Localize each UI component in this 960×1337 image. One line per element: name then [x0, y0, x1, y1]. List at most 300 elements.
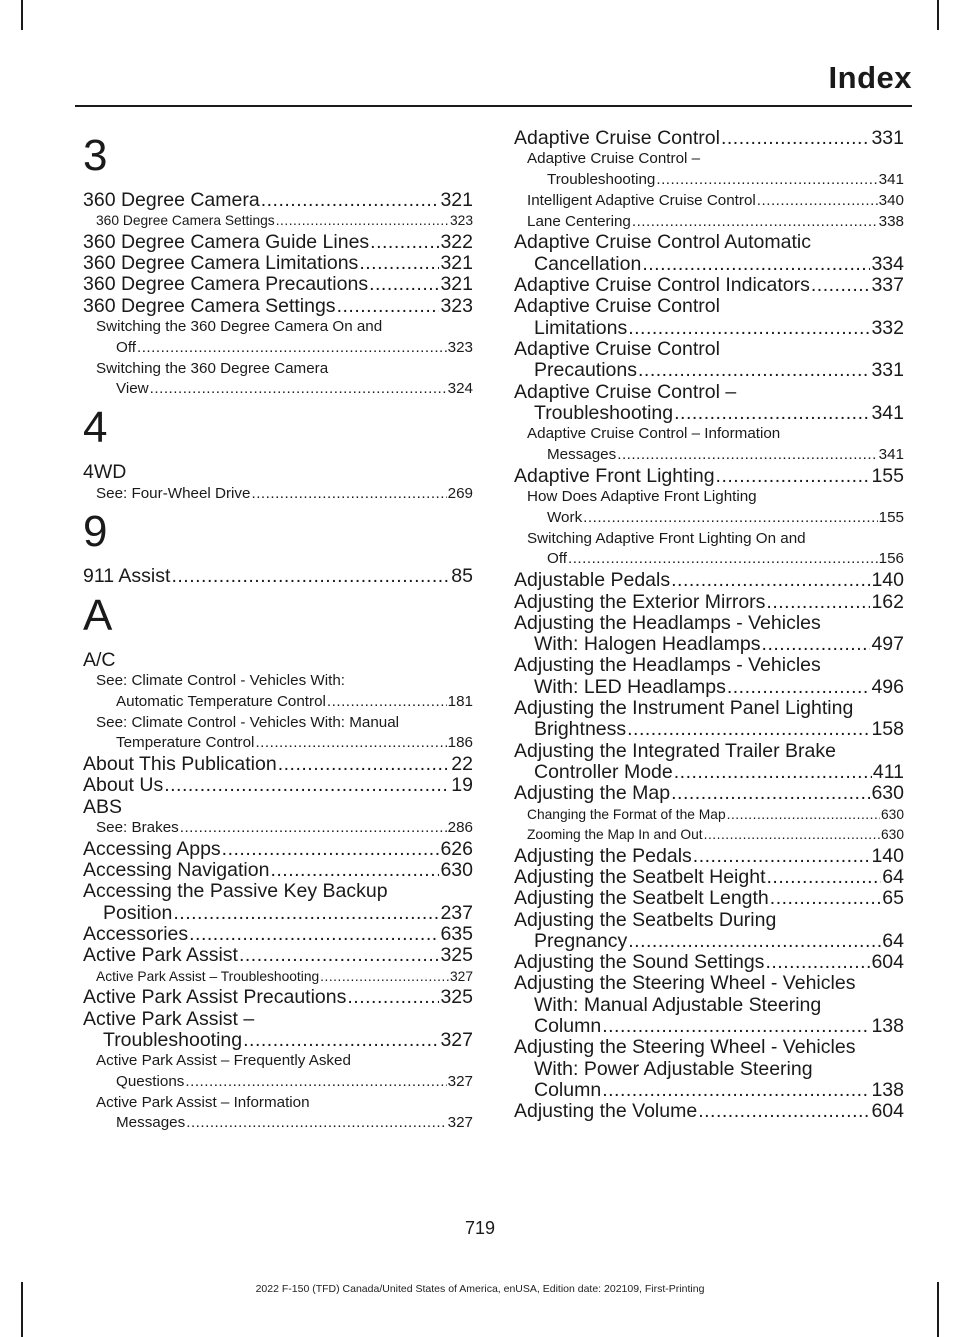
- dot-leader: [721, 128, 871, 149]
- entry-page: 85: [451, 565, 473, 588]
- entry-page: 323: [449, 213, 473, 229]
- index-entry: [83, 754, 473, 775]
- entry-page: 158: [871, 718, 904, 741]
- entry-text: 360 Degree Camera Limitations: [83, 252, 359, 275]
- entry-text: Messages: [116, 1114, 186, 1132]
- index-entry: [83, 253, 473, 274]
- index-line: [83, 296, 473, 317]
- dot-leader: [632, 212, 878, 233]
- dot-leader: [255, 733, 446, 754]
- dot-leader: [251, 484, 446, 505]
- index-entry: [514, 382, 904, 425]
- dot-leader: [276, 211, 449, 232]
- entry-text: How Does Adaptive Front Lighting: [527, 488, 757, 506]
- index-subentry: [83, 967, 473, 988]
- entry-page: 155: [871, 464, 904, 487]
- entry-text: See: Four-Wheel Drive: [96, 484, 251, 502]
- index-line: [96, 484, 473, 505]
- dot-leader: [727, 805, 880, 826]
- entry-text: Adjustable Pedals: [514, 569, 671, 592]
- entry-page: 140: [871, 569, 904, 592]
- index-line: [514, 1080, 904, 1101]
- entry-text: Adjusting the Headlamps - Vehicles: [514, 611, 821, 634]
- entry-text: Adaptive Cruise Control – Information: [527, 425, 781, 443]
- entry-text: 360 Degree Camera Settings: [96, 213, 275, 229]
- entry-text: Adjusting the Sound Settings: [514, 951, 765, 974]
- dot-leader: [627, 719, 870, 740]
- dot-leader: [674, 762, 872, 783]
- entry-text: Off: [547, 550, 567, 568]
- index-entry: [514, 1101, 904, 1122]
- index-line: [96, 1072, 473, 1093]
- entry-page: 341: [878, 445, 904, 463]
- dot-leader: [628, 931, 881, 952]
- entry-text: Adaptive Cruise Control: [514, 127, 720, 149]
- index-entry: [83, 881, 473, 924]
- index-entry: [514, 466, 904, 487]
- index-entry: [514, 613, 904, 656]
- entry-text: Adjusting the Volume: [514, 1100, 698, 1123]
- index-line: [96, 379, 473, 400]
- index-line: [83, 924, 473, 945]
- dot-leader: [189, 924, 439, 945]
- index-line: [514, 634, 904, 655]
- index-column-left: [83, 128, 473, 1134]
- entry-text: 911 Assist: [83, 565, 171, 588]
- index-line: [514, 719, 904, 740]
- index-subentry: [514, 487, 904, 529]
- entry-text: Changing the Format of the Map: [527, 806, 726, 822]
- index-line: [527, 508, 904, 529]
- index-entry: [514, 128, 904, 149]
- dot-leader: [770, 888, 882, 909]
- entry-text: Active Park Assist: [83, 944, 238, 967]
- entry-text: 360 Degree Camera Guide Lines: [83, 230, 370, 253]
- entry-text: About This Publication: [83, 753, 277, 776]
- dot-leader: [243, 1030, 439, 1051]
- entry-text: Adjusting the Instrument Panel Lighting: [514, 697, 854, 720]
- dot-leader: [185, 1072, 446, 1093]
- index-line: [527, 805, 904, 826]
- entry-text: Active Park Assist –: [83, 1007, 255, 1030]
- entry-text: Active Park Assist – Troubleshooting: [96, 968, 320, 984]
- dot-leader: [656, 170, 877, 191]
- entry-text: Questions: [116, 1072, 185, 1090]
- entry-text: With: Power Adjustable Steering: [534, 1057, 813, 1080]
- entry-text: Adjusting the Steering Wheel - Vehicles: [514, 1036, 856, 1059]
- entry-page: 138: [871, 1015, 904, 1038]
- entry-text: View: [116, 380, 149, 398]
- section-letter: A: [83, 590, 113, 640]
- index-line: [83, 775, 473, 796]
- dot-leader: [674, 403, 870, 424]
- index-entry: [83, 232, 473, 253]
- index-line: [514, 592, 904, 613]
- index-entry: [514, 592, 904, 613]
- index-entry: [83, 296, 473, 317]
- index-line: [527, 825, 904, 846]
- index-subentry: [83, 359, 473, 401]
- index-line: [96, 211, 473, 232]
- index-line: [514, 931, 904, 952]
- index-entry: [514, 973, 904, 1037]
- entry-text: Switching the 360 Degree Camera On and: [96, 318, 383, 336]
- entry-page: 337: [871, 274, 904, 297]
- page-title: Index: [828, 60, 912, 95]
- entry-page: 604: [871, 951, 904, 974]
- entry-text: Adjusting the Integrated Trailer Brake: [514, 739, 836, 762]
- dot-leader: [270, 860, 439, 881]
- entry-text: Adaptive Cruise Control Automatic: [514, 231, 811, 254]
- index-entry: [83, 924, 473, 945]
- dot-leader: [583, 508, 877, 529]
- header-divider: [75, 105, 912, 107]
- index-entry: [514, 339, 904, 382]
- entry-page: 325: [440, 986, 473, 1009]
- entry-text: Work: [547, 508, 583, 526]
- entry-page: 331: [871, 359, 904, 382]
- entry-page: 19: [451, 774, 473, 797]
- entry-text: Messages: [547, 445, 617, 463]
- index-line: [527, 170, 904, 191]
- entry-page: 327: [440, 1028, 473, 1051]
- entry-text: Troubleshooting: [103, 1028, 243, 1051]
- entry-page: 496: [871, 675, 904, 698]
- index-line: [96, 692, 473, 713]
- index-entry: [83, 839, 473, 860]
- crop-mark-top-right: [937, 0, 939, 30]
- index-entry: [514, 888, 904, 909]
- index-subentry: [514, 149, 904, 191]
- index-subentry: [83, 818, 473, 839]
- dot-leader: [727, 677, 871, 698]
- index-line: [96, 818, 473, 839]
- entry-text: See: Climate Control - Vehicles With:: [96, 671, 345, 689]
- index-subentry: [83, 317, 473, 359]
- entry-page: 156: [878, 550, 904, 568]
- dot-leader: [171, 566, 450, 587]
- entry-text: Adjusting the Seatbelt Length: [514, 887, 769, 910]
- index-entry: [83, 860, 473, 881]
- index-line: [83, 232, 473, 253]
- dot-leader: [704, 825, 880, 846]
- dot-leader: [765, 952, 870, 973]
- dot-leader: [762, 634, 871, 655]
- dot-leader: [617, 445, 877, 466]
- entry-text: Column: [534, 1078, 602, 1101]
- index-subentry: [83, 671, 473, 713]
- entry-page: 635: [440, 923, 473, 946]
- index-entry: [83, 1009, 473, 1052]
- entry-page: 237: [440, 901, 473, 924]
- crop-mark-top-left: [21, 0, 23, 30]
- entry-text: A/C: [83, 648, 116, 671]
- index-line: [83, 566, 473, 587]
- section-letter: 4: [83, 403, 108, 453]
- dot-leader: [327, 692, 447, 713]
- index-entry: [83, 945, 473, 966]
- entry-text: Intelligent Adaptive Cruise Control: [527, 191, 756, 209]
- index-line: [514, 762, 904, 783]
- index-line: [514, 275, 904, 296]
- entry-text: Limitations: [534, 316, 628, 339]
- dot-leader: [766, 592, 870, 613]
- entry-text: Accessories: [83, 923, 189, 946]
- index-subentry: [514, 825, 904, 846]
- dot-leader: [628, 318, 870, 339]
- index-entry: [514, 846, 904, 867]
- index-entry: [514, 296, 904, 339]
- entry-page: 341: [871, 401, 904, 424]
- section-letter: 3: [83, 131, 108, 180]
- entry-page: 64: [882, 865, 904, 888]
- index-line: [514, 254, 904, 275]
- entry-page: 341: [878, 171, 904, 189]
- index-subentry: [83, 484, 473, 505]
- entry-text: Adaptive Cruise Control Indicators: [514, 274, 810, 297]
- entry-text: Off: [116, 338, 136, 356]
- index-line: [514, 846, 904, 867]
- entry-text: Accessing Navigation: [83, 859, 270, 882]
- dot-leader: [164, 775, 450, 796]
- dot-leader: [716, 466, 871, 487]
- index-line: [83, 945, 473, 966]
- index-line: [527, 549, 904, 570]
- entry-text: Adjusting the Pedals: [514, 844, 692, 867]
- index-entry: [83, 566, 473, 587]
- dot-leader: [222, 839, 440, 860]
- index-entry: [83, 797, 473, 818]
- entry-page: 138: [871, 1078, 904, 1101]
- entry-text: Brightness: [534, 718, 627, 741]
- dot-leader: [698, 1101, 870, 1122]
- index-line: [96, 1113, 473, 1134]
- index-entry: [514, 698, 904, 741]
- index-line: [514, 360, 904, 381]
- entry-page: 323: [447, 338, 473, 356]
- entry-page: 64: [882, 929, 904, 952]
- entry-page: 630: [880, 827, 904, 843]
- dot-leader: [638, 360, 870, 381]
- entry-page: 162: [871, 590, 904, 613]
- index-line: [514, 128, 904, 149]
- entry-text: With: Halogen Headlamps: [534, 633, 761, 656]
- dot-leader: [347, 987, 439, 1008]
- entry-page: 497: [871, 633, 904, 656]
- entry-text: Accessing Apps: [83, 837, 221, 860]
- index-line: [514, 1101, 904, 1122]
- dot-leader: [150, 379, 447, 400]
- entry-text: Precautions: [534, 359, 637, 382]
- page-number: 719: [464, 1218, 496, 1238]
- entry-text: Adjusting the Steering Wheel - Vehicles: [514, 972, 856, 995]
- index-line: [83, 839, 473, 860]
- index-line: [83, 1030, 473, 1051]
- entry-page: 630: [871, 782, 904, 805]
- index-line: [83, 253, 473, 274]
- entry-page: 321: [440, 189, 473, 211]
- entry-text: Pregnancy: [534, 929, 628, 952]
- index-subentry: [83, 211, 473, 232]
- entry-text: With: Manual Adjustable Steering: [534, 993, 822, 1016]
- index-line: [514, 466, 904, 487]
- entry-text: Adjusting the Seatbelts During: [514, 908, 777, 931]
- index-line: [83, 987, 473, 1008]
- entry-page: 604: [871, 1100, 904, 1123]
- entry-page: 340: [878, 191, 904, 209]
- entry-text: Adaptive Front Lighting: [514, 464, 715, 487]
- index-line: [514, 403, 904, 424]
- entry-page: 327: [449, 968, 473, 984]
- entry-page: 22: [451, 753, 473, 776]
- entry-text: Active Park Assist – Frequently Asked: [96, 1052, 351, 1070]
- entry-page: 321: [440, 252, 473, 275]
- index-line: [83, 274, 473, 295]
- entry-text: Temperature Control: [116, 734, 255, 752]
- entry-page: 65: [882, 887, 904, 910]
- dot-leader: [173, 903, 439, 924]
- dot-leader: [278, 754, 451, 775]
- entry-text: Controller Mode: [534, 760, 673, 783]
- entry-text: Adaptive Cruise Control: [514, 295, 720, 318]
- entry-text: Active Park Assist – Information: [96, 1093, 310, 1111]
- section-letter: 9: [83, 507, 108, 557]
- entry-text: Switching the 360 Degree Camera: [96, 359, 329, 377]
- index-line: [83, 903, 473, 924]
- dot-leader: [671, 570, 870, 591]
- index-subentry: [83, 713, 473, 755]
- index-line: [527, 445, 904, 466]
- entry-page: 334: [871, 252, 904, 275]
- dot-leader: [180, 818, 447, 839]
- dot-leader: [369, 274, 439, 295]
- index-entry: [514, 783, 904, 804]
- index-entry: [83, 987, 473, 1008]
- index-line: [514, 318, 904, 339]
- entry-page: 411: [872, 760, 904, 783]
- entry-page: 327: [447, 1072, 473, 1090]
- entry-text: Adaptive Cruise Control –: [527, 150, 701, 168]
- index-entry: [514, 232, 904, 275]
- entry-text: 4WD: [83, 461, 127, 484]
- dot-leader: [642, 254, 870, 275]
- index-subentry: [514, 424, 904, 466]
- index-entry: [514, 570, 904, 591]
- index-entry: [83, 274, 473, 295]
- index-line: [96, 967, 473, 988]
- entry-text: Switching Adaptive Front Lighting On and: [527, 529, 806, 547]
- index-entry: [83, 190, 473, 211]
- index-line: [527, 212, 904, 233]
- dot-leader: [137, 338, 447, 359]
- entry-page: 338: [878, 212, 904, 230]
- entry-page: 321: [440, 273, 473, 296]
- entry-text: Adjusting the Exterior Mirrors: [514, 590, 766, 613]
- entry-page: 630: [880, 806, 904, 822]
- entry-text: About Us: [83, 774, 164, 797]
- index-entry: [514, 910, 904, 953]
- entry-text: Automatic Temperature Control: [116, 692, 326, 710]
- entry-page: 286: [447, 819, 473, 837]
- dot-leader: [370, 232, 439, 253]
- entry-text: See: Climate Control - Vehicles With: Manual: [96, 713, 400, 731]
- entry-text: Zooming the Map In and Out: [527, 827, 703, 843]
- entry-text: Adaptive Cruise Control –: [514, 380, 737, 403]
- entry-page: 322: [440, 230, 473, 253]
- entry-page: 324: [447, 380, 473, 398]
- index-entry: [514, 867, 904, 888]
- entry-text: Lane Centering: [527, 212, 631, 230]
- entry-text: Adaptive Cruise Control: [514, 337, 720, 360]
- index-entry: [514, 275, 904, 296]
- entry-text: 360 Degree Camera: [83, 189, 260, 211]
- footer-edition: 2022 F-150 (TFD) Canada/United States of America, enUSA, Edition date: 202109, First-Printing: [255, 1283, 705, 1295]
- dot-leader: [186, 1113, 446, 1134]
- entry-text: 360 Degree Camera Settings: [83, 294, 336, 317]
- index-line: [527, 191, 904, 212]
- index-line: [514, 867, 904, 888]
- dot-leader: [239, 945, 439, 966]
- dot-leader: [337, 296, 440, 317]
- entry-page: 269: [447, 484, 473, 502]
- entry-text: Cancellation: [534, 252, 642, 275]
- entry-text: Position: [103, 901, 173, 924]
- dot-leader: [602, 1016, 870, 1037]
- entry-page: 323: [440, 294, 473, 317]
- index-subentry: [514, 529, 904, 571]
- index-entry: [514, 952, 904, 973]
- dot-leader: [671, 783, 870, 804]
- entry-page: 155: [878, 508, 904, 526]
- index-entry: [514, 655, 904, 698]
- dot-leader: [320, 967, 449, 988]
- index-subentry: [514, 805, 904, 826]
- entry-page: 140: [871, 844, 904, 867]
- index-line: [83, 860, 473, 881]
- entry-text: Troubleshooting: [534, 401, 674, 424]
- index-line: [514, 952, 904, 973]
- entry-text: Accessing the Passive Key Backup: [83, 880, 388, 903]
- entry-page: 331: [871, 127, 904, 149]
- index-entry: [83, 775, 473, 796]
- dot-leader: [767, 867, 882, 888]
- entry-text: Troubleshooting: [547, 171, 656, 189]
- entry-text: With: LED Headlamps: [534, 675, 726, 698]
- index-subentry: [83, 1051, 473, 1093]
- entry-page: 186: [447, 734, 473, 752]
- index-line: [514, 783, 904, 804]
- entry-text: Adjusting the Seatbelt Height: [514, 865, 766, 888]
- dot-leader: [811, 275, 871, 296]
- dot-leader: [602, 1080, 870, 1101]
- entry-page: 626: [440, 837, 473, 860]
- entry-page: 181: [447, 692, 473, 710]
- index-line: [514, 888, 904, 909]
- index-entry: [83, 650, 473, 671]
- index-line: [96, 733, 473, 754]
- index-line: [514, 1016, 904, 1037]
- entry-page: 630: [440, 859, 473, 882]
- entry-text: Column: [534, 1015, 602, 1038]
- entry-page: 325: [440, 944, 473, 967]
- index-line: [83, 190, 473, 211]
- index-entry: [514, 1037, 904, 1101]
- entry-text: 360 Degree Camera Precautions: [83, 273, 369, 296]
- index-line: [514, 570, 904, 591]
- dot-leader: [757, 191, 878, 212]
- index-line: [514, 677, 904, 698]
- index-line: [96, 338, 473, 359]
